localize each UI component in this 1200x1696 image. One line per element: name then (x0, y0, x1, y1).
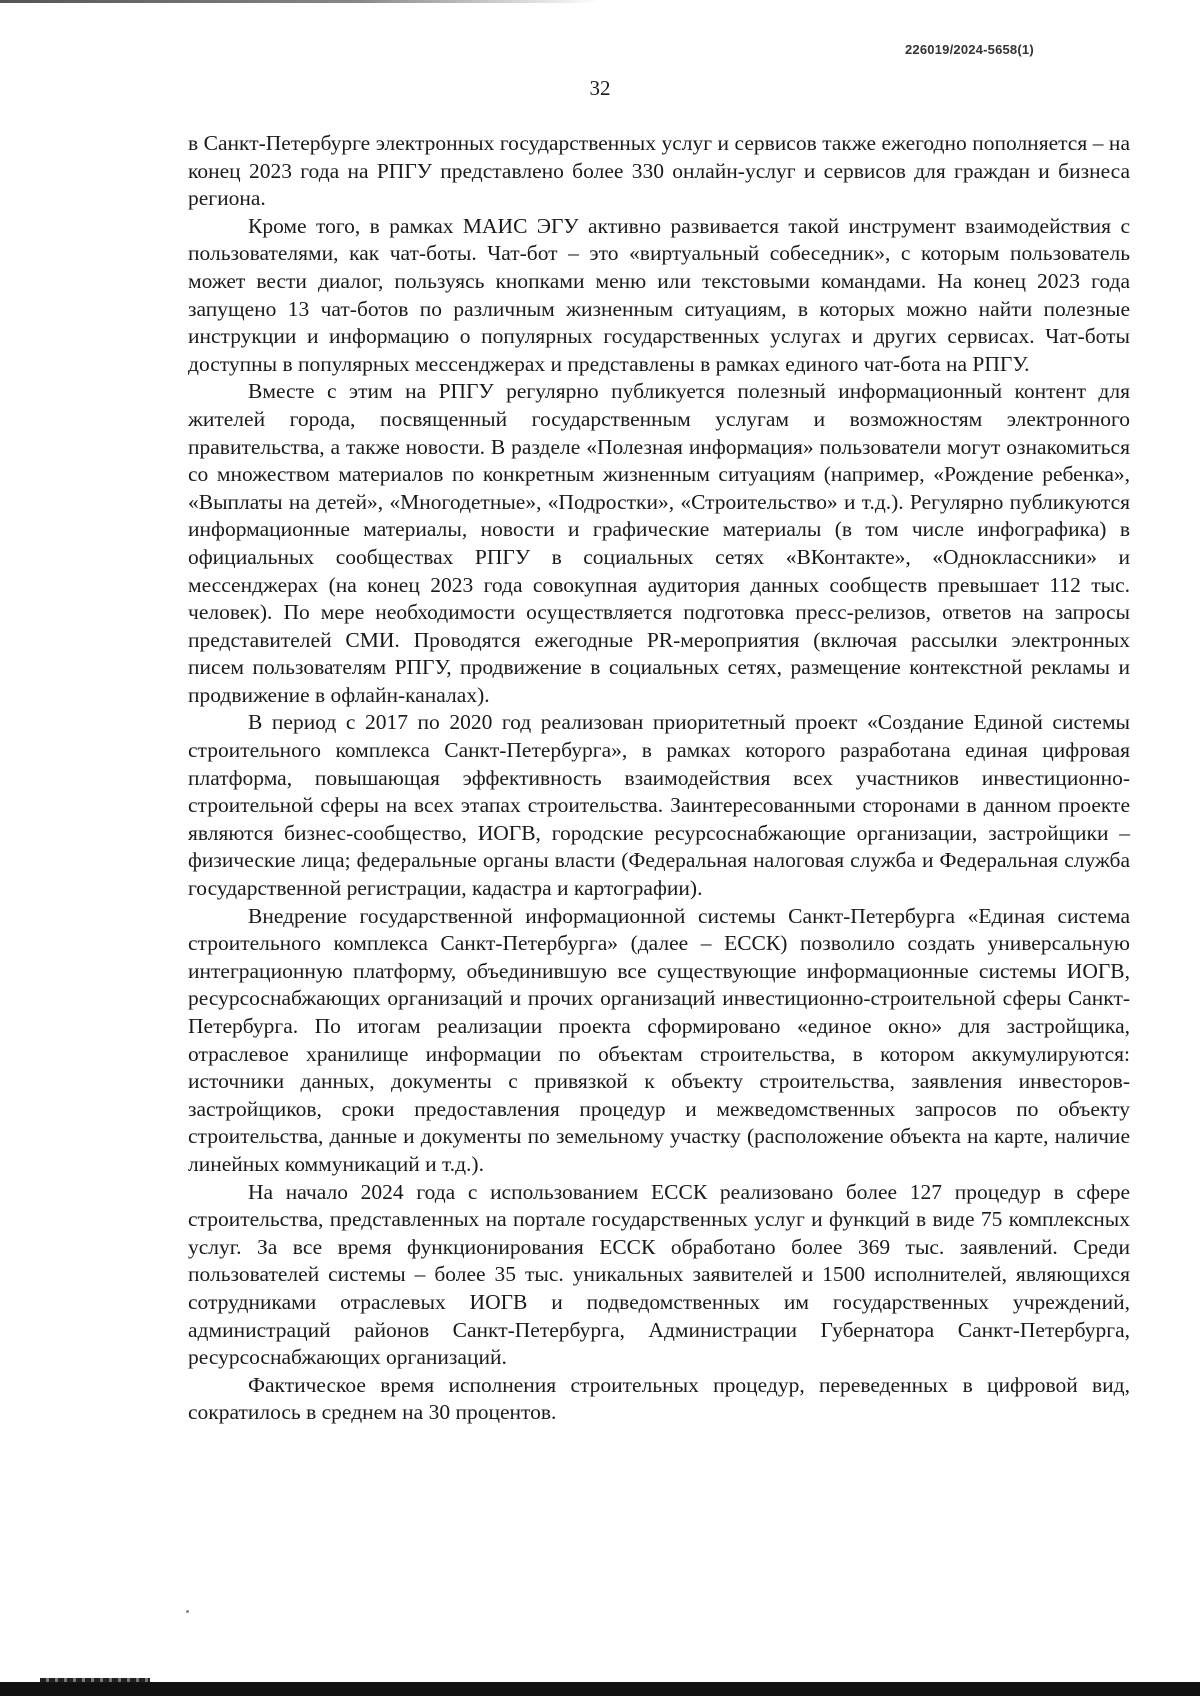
paragraph-4: В период с 2017 по 2020 год реализован приоритетный проект «Создание Единой системы строительного комплекса Санкт-Петербурга», в рамках которого разработана единая цифровая платформа, повышающая эффективность взаимодействия всех участников инвестиционно-строительной сферы на всех этапах строительства. Заинтересованными сторонами в данном проекте являются бизнес-сообщество, ИОГВ, городские ресурсоснабжающие организации, застройщики – физические лица; федеральные органы власти (Федеральная налоговая служба и Федеральная служба государственной регистрации, кадастра и картографии). (188, 710, 1130, 901)
scan-edge-bottom (0, 1682, 1200, 1696)
paragraph-6: На начало 2024 года с использованием ЕССК реализовано более 127 процедур в сфере строительства, представленных на портале государственных услуг и функций в виде 75 комплексных услуг. За все время функционирования ЕССК обработано более 369 тыс. заявлений. Среди пользователей системы – более 35 тыс. уникальных заявителей и 1500 исполнителей, являющихся сотрудниками отраслевых ИОГВ и подведомственных им государственных учреждений, администраций районов Санкт-Петербурга, Администрации Губернатора Санкт-Петербурга, ресурсоснабжающих организаций. (188, 1179, 1130, 1370)
page-number: 32 (589, 76, 611, 100)
scan-edge-top (0, 0, 600, 3)
paragraph-1: в Санкт-Петербурге электронных государственных услуг и сервисов также ежегодно пополняется – на конец 2023 года на РПГУ представлено более 330 онлайн-услуг и сервисов для граждан и бизнеса региона. (188, 131, 1130, 211)
document-body (188, 130, 1130, 1427)
document-registration-number: 226019/2024-5658(1) (905, 42, 1034, 57)
paragraph-3: Вместе с этим на РПГУ регулярно публикуется полезный информационный контент для жителей города, посвященный государственным услугам и возможностям электронного правительства, а также новости. В разделе «Полезная информация» пользователи могут ознакомиться со множеством материалов по конкретным жизненным ситуациям (например, «Рождение ребенка», «Выплаты на детей», «Многодетные», «Подростки», «Строительство» и т.д.). Регулярно публикуются информационные материалы, новости и графические материалы (в том числе инфографика) в официальных сообществах РПГУ в социальных сетях «ВКонтакте», «Одноклассники» и мессенджерах (на конец 2023 года совокупная аудитория данных сообществ превышает 112 тыс. человек). По мере необходимости осуществляется подготовка пресс-релизов, ответов на запросы представителей СМИ. Проводятся ежегодные PR-мероприятия (включая рассылки электронных писем пользователям РПГУ, продвижение в социальных сетях, размещение контекстной рекламы и продвижение в офлайн-каналах). (188, 379, 1130, 707)
paragraph-2: Кроме того, в рамках МАИС ЭГУ активно развивается такой инструмент взаимодействия с пользователями, как чат-боты. Чат-бот – это «виртуальный собеседник», с которым пользователь может вести диалог, пользуясь кнопками меню или текстовыми командами. На конец 2023 года запущено 13 чат-ботов по различным жизненным ситуациям, в которых можно найти полезные инструкции и информацию о популярных государственных услугах и других сервисах. Чат-боты доступны в популярных мессенджерах и представлены в рамках единого чат-бота на РПГУ. (188, 213, 1130, 376)
scan-speck (186, 1610, 189, 1613)
paragraph-5: Внедрение государственной информационной системы Санкт-Петербурга «Единая система строительного комплекса Санкт-Петербурга» (далее – ЕССК) позволило создать универсальную интеграционную платформу, объединившую все существующие информационные системы ИОГВ, ресурсоснабжающих организаций и прочих организаций инвестиционно-строительной сферы Санкт-Петербурга. По итогам реализации проекта сформировано «единое окно» для застройщика, отраслевое хранилище информации по объектам строительства, в котором аккумулируются: источники данных, документы с привязкой к объекту строительства, заявления инвесторов-застройщиков, сроки предоставления процедур и межведомственных запросов по объекту строительства, данные и документы по земельному участку (расположение объекта на карте, наличие линейных коммуникаций и т.д.). (188, 903, 1130, 1176)
paragraph-7: Фактическое время исполнения строительных процедур, переведенных в цифровой вид, сократилось в среднем на 30 процентов. (188, 1372, 1130, 1425)
